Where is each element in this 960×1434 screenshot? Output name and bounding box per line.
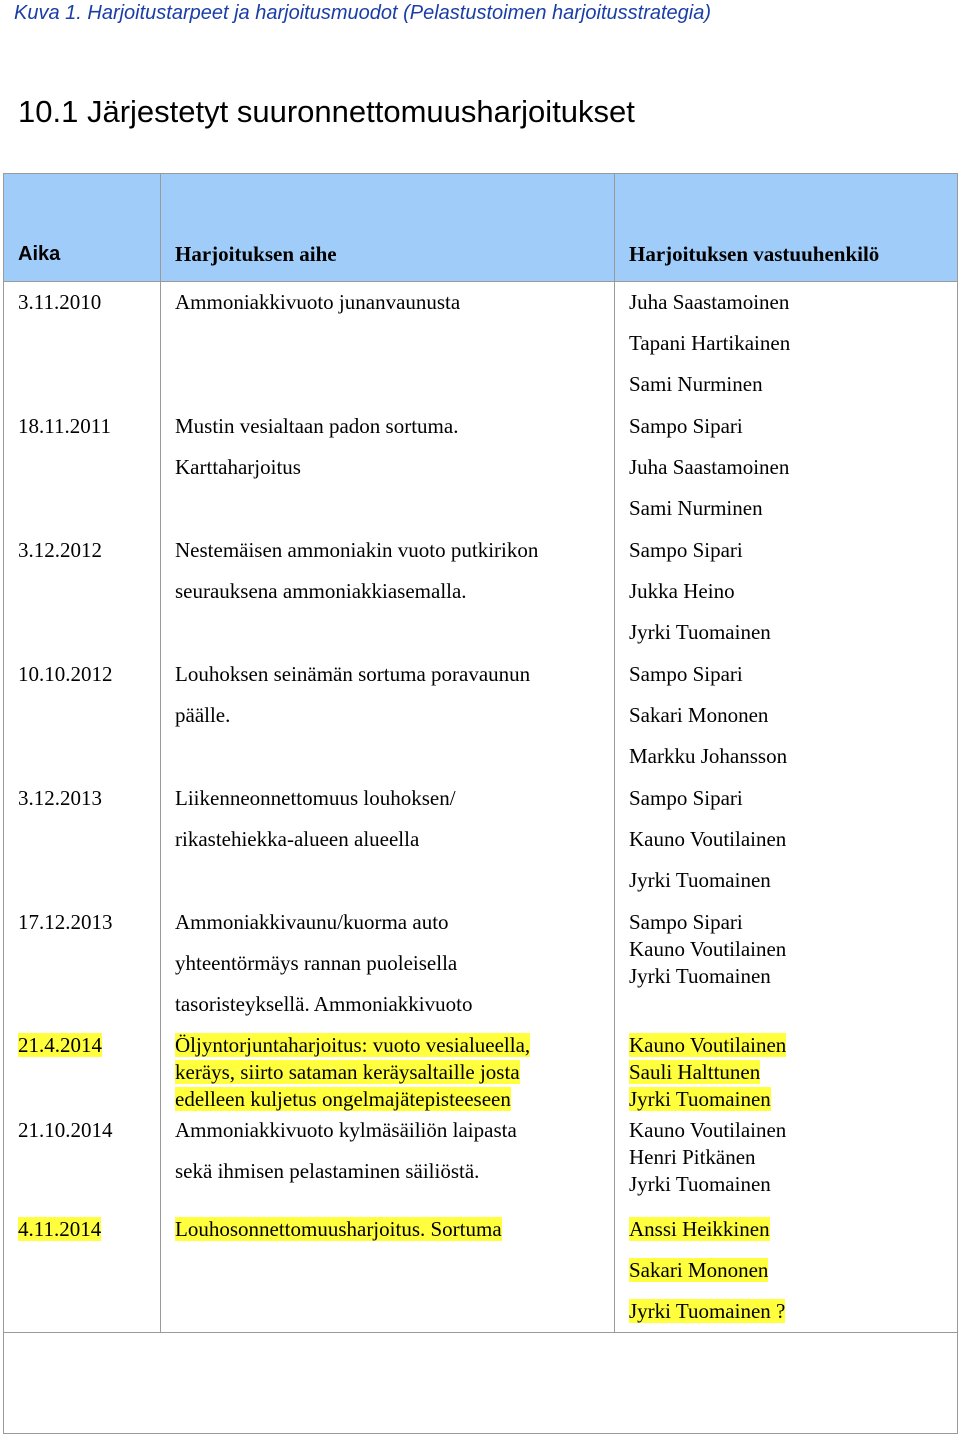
highlighted-text: Sauli Halttunen: [629, 1059, 761, 1084]
persons-cell: Sampo Sipari Jukka Heino Jyrki Tuomainen: [615, 530, 958, 654]
highlighted-text: Louhosonnettomuusharjoitus. Sortuma: [175, 1216, 502, 1241]
highlighted-text: Jyrki Tuomainen: [629, 1086, 771, 1111]
table-row: [4, 654, 958, 778]
topic-cell: [161, 1027, 615, 1113]
highlighted-text: Öljyntorjuntaharjoitus: vuoto vesialueella,: [175, 1032, 531, 1057]
highlighted-text: 4.11.2014: [18, 1216, 102, 1241]
empty-table-row: [4, 1332, 958, 1433]
table-row: [4, 406, 958, 530]
figure-caption: Kuva 1. Harjoitustarpeet ja harjoitusmuodot (Pelastustoimen harjoitusstrategia): [14, 2, 712, 24]
table-row: [4, 1027, 958, 1113]
table-row: [4, 530, 958, 654]
section-heading: 10.1 Järjestetyt suuronnettomuusharjoitukset: [18, 94, 635, 129]
topic-cell: Mustin vesialtaan padon sortuma. Karttaharjoitus: [161, 406, 615, 530]
header-time: Aika: [4, 174, 161, 282]
persons-cell: Sampo Sipari Sakari Mononen Markku Johansson: [615, 654, 958, 778]
topic-cell: Nestemäisen ammoniakin vuoto putkirikon seurauksena ammoniakkiasemalla.: [161, 530, 615, 654]
header-responsible: Harjoituksen vastuuhenkilö: [615, 174, 958, 282]
persons-cell: Sampo Sipari Kauno Voutilainen Jyrki Tuomainen: [615, 902, 958, 1027]
topic-cell: Ammoniakkivuoto junanvaunusta: [161, 282, 615, 406]
highlighted-text: 21.4.2014: [18, 1032, 102, 1057]
date-cell: 3.12.2012: [4, 530, 161, 654]
topic-cell: Liikenneonnettomuus louhoksen/ rikastehiekka-alueen alueella: [161, 778, 615, 902]
table-header-row: [4, 174, 958, 282]
persons-cell: Juha Saastamoinen Tapani Hartikainen Sami Nurminen: [615, 282, 958, 406]
date-cell: 18.11.2011: [4, 406, 161, 530]
date-cell: 17.12.2013: [4, 902, 161, 1027]
topic-cell: Ammoniakkivuoto kylmäsäiliön laipasta sekä ihmisen pelastaminen säiliöstä.: [161, 1113, 615, 1209]
date-cell: 21.10.2014: [4, 1113, 161, 1209]
table-row: [4, 282, 958, 406]
highlighted-text: keräys, siirto sataman keräysaltaille josta: [175, 1059, 520, 1084]
highlighted-text: Anssi Heikkinen: [629, 1216, 770, 1241]
table-row: [4, 1209, 958, 1333]
highlighted-text: Sakari Mononen: [629, 1257, 769, 1282]
highlighted-text: Kauno Voutilainen: [629, 1032, 787, 1057]
topic-cell: [161, 1209, 615, 1333]
header-topic: Harjoituksen aihe: [161, 174, 615, 282]
date-cell: 3.12.2013: [4, 778, 161, 902]
empty-cell: [4, 1332, 958, 1433]
persons-cell: Sampo Sipari Juha Saastamoinen Sami Nurminen: [615, 406, 958, 530]
table-row: [4, 902, 958, 1027]
date-cell: [4, 1209, 161, 1333]
topic-cell: Ammoniakkivaunu/kuorma auto yhteentörmäys rannan puoleisella tasoristeyksellä. Ammoniakkivuoto: [161, 902, 615, 1027]
date-cell: 3.11.2010: [4, 282, 161, 406]
exercises-table: [3, 173, 958, 1434]
date-cell: [4, 1027, 161, 1113]
date-cell: 10.10.2012: [4, 654, 161, 778]
highlighted-text: Jyrki Tuomainen ?: [629, 1298, 786, 1323]
table-row: [4, 1113, 958, 1209]
topic-cell: Louhoksen seinämän sortuma poravaunun päälle.: [161, 654, 615, 778]
table-row: [4, 778, 958, 902]
highlighted-text: edelleen kuljetus ongelmajätepisteeseen: [175, 1086, 511, 1111]
persons-cell: [615, 1027, 958, 1113]
persons-cell: Kauno Voutilainen Henri Pitkänen Jyrki Tuomainen: [615, 1113, 958, 1209]
persons-cell: [615, 1209, 958, 1333]
persons-cell: Sampo Sipari Kauno Voutilainen Jyrki Tuomainen: [615, 778, 958, 902]
